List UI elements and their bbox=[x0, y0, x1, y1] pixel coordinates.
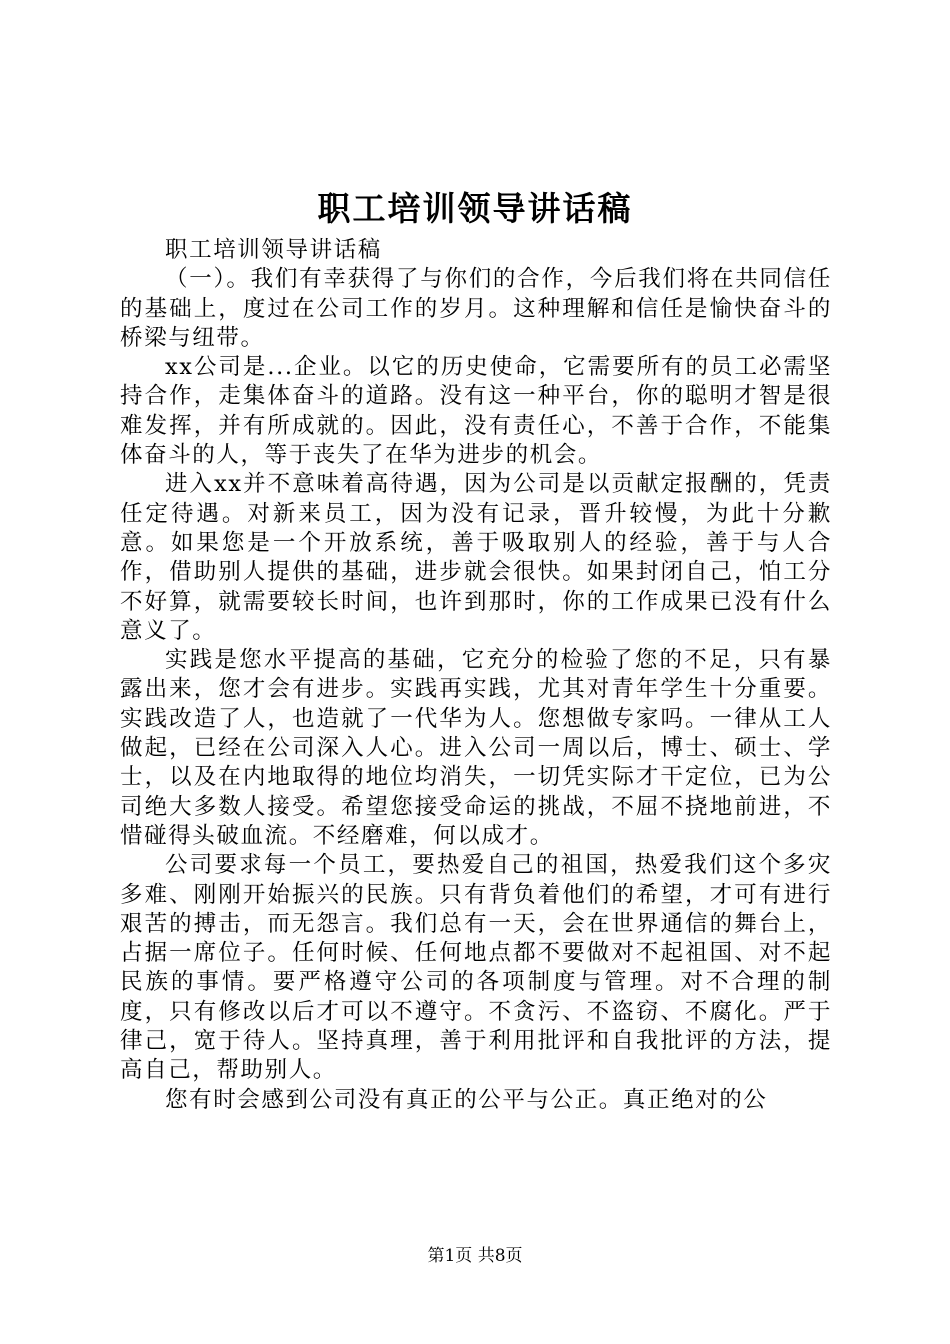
paragraph: （一）。我们有幸获得了与你们的合作，今后我们将在共同信任的基础上，度过在公司工作的岁月。这种理解和信任是愉快奋斗的桥梁与纽带。 bbox=[120, 266, 832, 351]
paragraph: 公司要求每一个员工，要热爱自己的祖国，热爱我们这个多灾多难、刚刚开始振兴的民族。只有背负着他们的希望，才可有进行艰苦的搏击，而无怨言。我们总有一天，会在世界通信的舞台上，占据一席位子。任何时候、任何地点都不要做对不起祖国、对不起民族的事情。要严格遵守公司的各项制度与管理。对不合理的制度，只有修改以后才可以不遵守。不贪污、不盗窃、不腐化。严于律己，宽于待人。坚持真理，善于利用批评和自我批评的方法，提高自己，帮助别人。 bbox=[120, 852, 832, 1084]
page-footer: 第1页 共8页 bbox=[427, 1246, 523, 1266]
document-title: 职工培训领导讲话稿 bbox=[317, 189, 633, 228]
document-body bbox=[120, 236, 832, 1115]
paragraph: 您有时会感到公司没有真正的公平与公正。真正绝对的公 bbox=[165, 1086, 768, 1113]
paragraph: 职工培训领导讲话稿 bbox=[165, 237, 382, 263]
paragraph: xx公司是...企业。以它的历史使命，它需要所有的员工必需坚持合作，走集体奋斗的道路。没有这一种平台，你的聪明才智是很难发挥，并有所成就的。因此，没有责任心，不善于合作，不能集体奋斗的人，等于丧失了在华为进步的机会。 bbox=[120, 354, 832, 469]
paragraph: 实践是您水平提高的基础，它充分的检验了您的不足，只有暴露出来，您才会有进步。实践再实践，尤其对青年学生十分重要。实践改造了人，也造就了一代华为人。您想做专家吗。一律从工人做起，已经在公司深入人心。进入公司一周以后，博士、硕士、学士，以及在内地取得的地位均消失，一切凭实际才干定位，已为公司绝大多数人接受。希望您接受命运的挑战，不屈不挠地前进，不惜碰得头破血流。不经磨难，何以成才。 bbox=[120, 647, 832, 849]
paragraph: 进入xx并不意味着高待遇，因为公司是以贡献定报酬的，凭责任定待遇。对新来员工，因为没有记录，晋升较慢，为此十分歉意。如果您是一个开放系统，善于吸取别人的经验，善于与人合作，借助别人提供的基础，进步就会很快。如果封闭自己，怕工分不好算，就需要较长时间，也许到那时，你的工作成果已没有什么意义了。 bbox=[120, 471, 832, 644]
